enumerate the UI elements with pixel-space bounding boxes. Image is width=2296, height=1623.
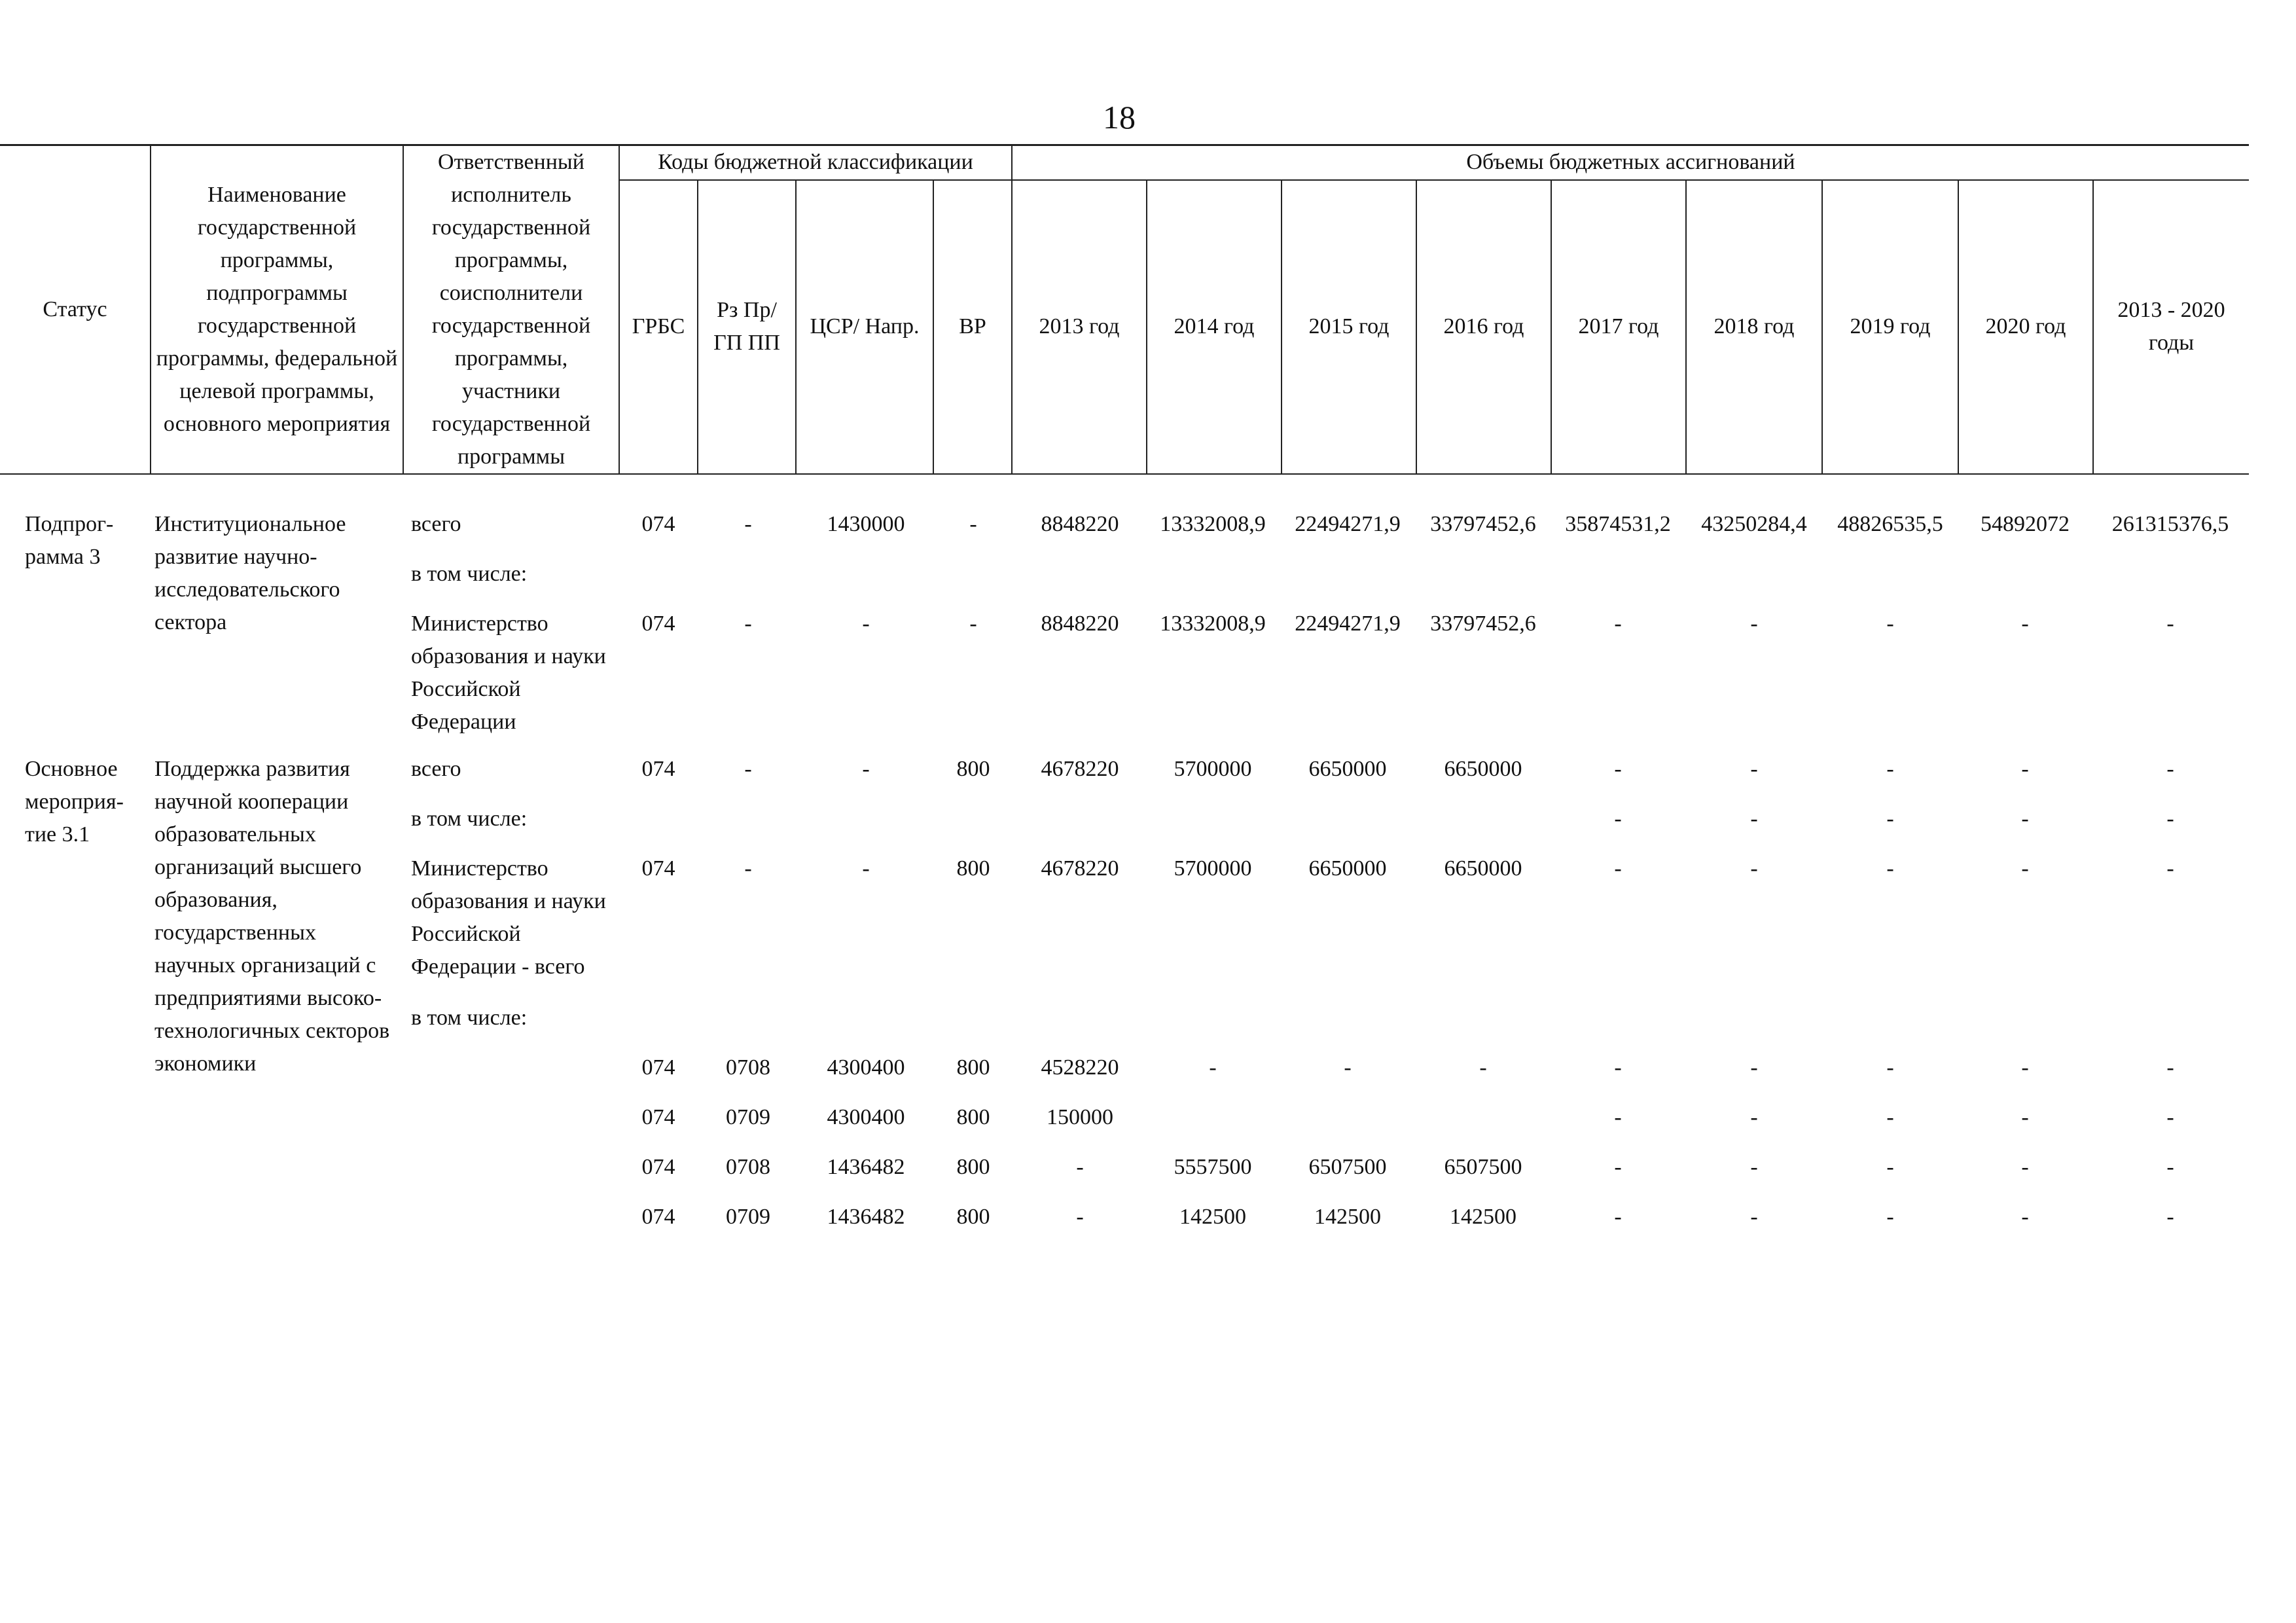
event31-row-4-value-2: - — [1344, 1055, 1352, 1080]
event31-status: Основное мероприя- тие 3.1 — [25, 757, 124, 847]
event31-row-2-grbs: 074 — [641, 856, 675, 881]
event31-row-7-rz: 0709 — [726, 1205, 770, 1229]
event31-row-2-vr: 800 — [956, 856, 990, 881]
event31-row-5-grbs: 074 — [641, 1105, 675, 1129]
event31-name: Поддержка развития научной кооперации образовательных организаций высшего образования, государственных научных организаций с предприятиями высоко-технологичных секторов экономики — [154, 757, 390, 1076]
event31-row-0-csr: - — [862, 757, 870, 781]
event31-row-4-value-8: - — [2166, 1055, 2174, 1080]
sub3-row-0-csr: 1430000 — [827, 512, 905, 536]
event31-row-7-value-2: 142500 — [1314, 1205, 1381, 1229]
header-codes-group: Коды бюджетной классификации — [619, 145, 1012, 180]
event31-row-6-value-5: - — [1750, 1155, 1758, 1179]
event31-row-7-csr: 1436482 — [827, 1205, 905, 1229]
event31-row-0-value-4: - — [1614, 757, 1622, 781]
event31-row-0-value-1: 5700000 — [1174, 757, 1252, 781]
event31-row-4-value-1: - — [1209, 1055, 1217, 1080]
event31-row-7-value-7: - — [2021, 1205, 2029, 1229]
event31-row-0-value-0: 4678220 — [1041, 757, 1119, 781]
event31-row-3-responsible: в том числе: — [411, 1006, 528, 1030]
event31-row-4-value-5: - — [1750, 1055, 1758, 1080]
sub3-row-2-value-1: 13332008,9 — [1160, 611, 1266, 636]
header-year-2016: 2016 год — [1416, 180, 1551, 474]
event31-row-5-value-6: - — [1886, 1105, 1894, 1129]
sub3-row-0-grbs: 074 — [641, 512, 675, 536]
event31-row-6-value-7: - — [2021, 1155, 2029, 1179]
event31-row-5-vr: 800 — [956, 1105, 990, 1129]
event31-row-6-value-2: 6507500 — [1308, 1155, 1387, 1179]
event31-row-4-value-6: - — [1886, 1055, 1894, 1080]
sub3-row-2-grbs: 074 — [641, 611, 675, 636]
event31-row-0-rz: - — [744, 757, 752, 781]
sub3-row-0-value-7: 54892072 — [1981, 512, 2070, 536]
event31-row-2-value-3: 6650000 — [1444, 856, 1522, 881]
event31-row-5-value-7: - — [2021, 1105, 2029, 1129]
sub3-name: Институциональное развитие научно-исследовательского сектора — [154, 512, 346, 634]
event31-row-7-value-0: - — [1076, 1205, 1084, 1229]
sub3-row-1-responsible: в том числе: — [411, 562, 528, 586]
header-year-2013: 2013 год — [1012, 180, 1147, 474]
sub3-row-0-value-0: 8848220 — [1041, 512, 1119, 536]
event31-row-6-value-8: - — [2166, 1155, 2174, 1179]
header-vr: ВР — [933, 180, 1012, 474]
event31-row-2-responsible: Министерство образования и науки Российской Федерации - всего — [411, 856, 606, 979]
event31-row-0-value-8: - — [2166, 757, 2174, 781]
event31-row-0-value-3: 6650000 — [1444, 757, 1522, 781]
event31-row-2-value-4: - — [1614, 856, 1622, 881]
event31-row-5-value-8: - — [2166, 1105, 2174, 1129]
event31-row-0-value-6: - — [1886, 757, 1894, 781]
sub3-row-0-value-1: 13332008,9 — [1160, 512, 1266, 536]
event31-row-7-value-4: - — [1614, 1205, 1622, 1229]
header-year-2015: 2015 год — [1282, 180, 1416, 474]
event31-row-6-value-4: - — [1614, 1155, 1622, 1179]
event31-row-2-value-6: - — [1886, 856, 1894, 881]
sub3-row-0-value-5: 43250284,4 — [1701, 512, 1807, 536]
event31-row-7-value-8: - — [2166, 1205, 2174, 1229]
event31-row-0-value-7: - — [2021, 757, 2029, 781]
event31-row-2-value-7: - — [2021, 856, 2029, 881]
event31-row-6-value-3: 6507500 — [1444, 1155, 1522, 1179]
event31-row-6-csr: 1436482 — [827, 1155, 905, 1179]
sub3-row-2-responsible: Министерство образования и науки Российской Федерации — [411, 611, 606, 734]
sub3-row-0-value-4: 35874531,2 — [1565, 512, 1671, 536]
event31-row-2-value-5: - — [1750, 856, 1758, 881]
sub3-row-2-vr: - — [969, 611, 977, 636]
sub3-row-0-value-8: 261315376,5 — [2111, 512, 2229, 536]
event31-row-6-grbs: 074 — [641, 1155, 675, 1179]
event31-row-4-csr: 4300400 — [827, 1055, 905, 1080]
event31-row-4-value-7: - — [2021, 1055, 2029, 1080]
event31-row-7-grbs: 074 — [641, 1205, 675, 1229]
sub3-row-2-value-4: - — [1614, 611, 1622, 636]
sub3-row-0-value-2: 22494271,9 — [1295, 512, 1401, 536]
event31-row-2-value-1: 5700000 — [1174, 856, 1252, 881]
event31-row-2-value-0: 4678220 — [1041, 856, 1119, 881]
event31-row-2-value-8: - — [2166, 856, 2174, 881]
event31-row-6-value-1: 5557500 — [1174, 1155, 1252, 1179]
header-year-2017: 2017 год — [1551, 180, 1686, 474]
sub3-row-2-value-6: - — [1886, 611, 1894, 636]
event31-row-1-value-8: - — [2166, 807, 2174, 831]
sub3-row-2-value-5: - — [1750, 611, 1758, 636]
event31-row-4-value-3: - — [1479, 1055, 1487, 1080]
event31-row-7-vr: 800 — [956, 1205, 990, 1229]
event31-row-6-value-6: - — [1886, 1155, 1894, 1179]
event31-row-5-value-5: - — [1750, 1105, 1758, 1129]
event31-row-2-value-2: 6650000 — [1308, 856, 1387, 881]
event31-row-7-value-5: - — [1750, 1205, 1758, 1229]
header-year-total: 2013 - 2020 годы — [2093, 180, 2249, 474]
sub3-row-0-responsible: всего — [411, 512, 461, 536]
event31-row-4-value-4: - — [1614, 1055, 1622, 1080]
event31-row-1-value-4: - — [1614, 807, 1622, 831]
event31-row-7-value-6: - — [1886, 1205, 1894, 1229]
header-year-2019: 2019 год — [1822, 180, 1958, 474]
header-grbs: ГРБС — [619, 180, 698, 474]
header-program-name: Наименование государственной программы, подпрограммы государственной программы, федеральной целевой программы, основного мероприятия — [151, 145, 403, 475]
event31-row-4-grbs: 074 — [641, 1055, 675, 1080]
sub3-row-0-rz: - — [744, 512, 752, 536]
event31-row-0-value-5: - — [1750, 757, 1758, 781]
sub3-row-2-rz: - — [744, 611, 752, 636]
event31-row-7-value-1: 142500 — [1179, 1205, 1246, 1229]
event31-row-4-rz: 0708 — [726, 1055, 770, 1080]
event31-row-6-vr: 800 — [956, 1155, 990, 1179]
page-number: 18 — [1103, 99, 1136, 136]
header-year-2020: 2020 год — [1958, 180, 2093, 474]
header-year-2014: 2014 год — [1147, 180, 1282, 474]
sub3-row-0-vr: - — [969, 512, 977, 536]
event31-row-5-value-0: 150000 — [1047, 1105, 1113, 1129]
sub3-row-2-value-8: - — [2166, 611, 2174, 636]
sub3-row-2-value-0: 8848220 — [1041, 611, 1119, 636]
event31-row-0-grbs: 074 — [641, 757, 675, 781]
event31-row-1-value-7: - — [2021, 807, 2029, 831]
event31-row-4-value-0: 4528220 — [1041, 1055, 1119, 1080]
sub3-row-0-value-6: 48826535,5 — [1837, 512, 1943, 536]
sub3-row-0-value-3: 33797452,6 — [1430, 512, 1536, 536]
header-csr: ЦСР/ Напр. — [796, 180, 933, 474]
sub3-row-2-value-3: 33797452,6 — [1430, 611, 1536, 636]
header-volumes-group: Объемы бюджетных ассигнований — [1012, 145, 2249, 180]
sub3-row-2-csr: - — [862, 611, 870, 636]
event31-row-4-vr: 800 — [956, 1055, 990, 1080]
event31-row-0-responsible: всего — [411, 757, 461, 781]
event31-row-1-value-6: - — [1886, 807, 1894, 831]
header-status: Статус — [0, 145, 151, 475]
event31-row-1-value-5: - — [1750, 807, 1758, 831]
header-rzpr: Рз Пр/ ГП ПП — [698, 180, 796, 474]
event31-row-7-value-3: 142500 — [1450, 1205, 1516, 1229]
event31-row-5-value-4: - — [1614, 1105, 1622, 1129]
header-year-2018: 2018 год — [1686, 180, 1822, 474]
event31-row-6-value-0: - — [1076, 1155, 1084, 1179]
header-responsible: Ответственный исполнитель государственной программы, соисполнители государственной программы, участники государственной программы — [403, 145, 619, 475]
sub3-row-2-value-2: 22494271,9 — [1295, 611, 1401, 636]
event31-row-5-csr: 4300400 — [827, 1105, 905, 1129]
event31-row-1-responsible: в том числе: — [411, 807, 528, 831]
event31-row-2-rz: - — [744, 856, 752, 881]
sub3-status: Подпрог- рамма 3 — [25, 512, 114, 569]
event31-row-6-rz: 0708 — [726, 1155, 770, 1179]
sub3-row-2-value-7: - — [2021, 611, 2029, 636]
event31-row-2-csr: - — [862, 856, 870, 881]
event31-row-0-vr: 800 — [956, 757, 990, 781]
event31-row-0-value-2: 6650000 — [1308, 757, 1387, 781]
event31-row-5-rz: 0709 — [726, 1105, 770, 1129]
